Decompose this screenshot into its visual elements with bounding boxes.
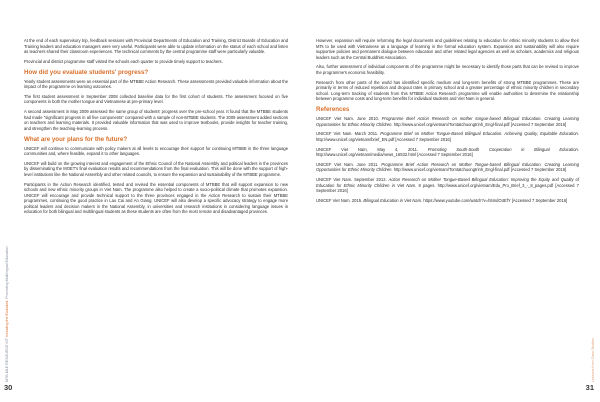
paragraph: Provincial and district programme staff visited the schools each quarter to provide timely support to teachers.: [24, 58, 223, 64]
paragraph: UNICEF will continue to communicate with policy makers at all levels to encourage their support for continuing MTBBE in the three language communities and, where feasible, expand it to other languages.: [24, 145, 288, 157]
reference-item: UNICEF Viet Nam, May 4, 2011. Promoting South-South Cooperation in Bilingual Education. http://www.unicef.org/vietnam/media/news_16532.html [Accessed 7 September 2016]: [316, 146, 579, 158]
running-head-right: Lessons from Case Studies: [591, 338, 595, 382]
right-page: [300, 0, 600, 402]
section-heading-evaluation: How did you evaluate students' progress?: [24, 68, 149, 76]
left-text-column: [24, 38, 288, 219]
page-number-right: 31: [585, 383, 594, 392]
paragraph: Also, further assessment of individual components of the programme might be necessary to identify those parts that can be revised to improve the programme's economic feasibility.: [316, 64, 579, 75]
page-number-left: 30: [4, 383, 13, 392]
running-head-subtitle: Promoting Multilingual Education: [5, 246, 9, 299]
paragraph: Participants in the Action Research identified, tested and revised the essential components of MTBBE that will support expansion to new schools and new ethnic minority groups in Viet Nam. The programme also helped to create a socio-political climate that promotes expansion. UNICEF will encourage and provide technical support to the three provinces engaged in the Action Research to sustain their MTBBE programmes, continuing the good practice in Lao Cai and An Giang. UNICEF will also develop a specific advocacy strategy to engage more political leaders and decision makers in the National Assembly, in universities and research institutions in considering language issues in education for both bilingual and multilingual students as these students are often from the most remote and disadvantaged provinces.: [24, 181, 288, 215]
paragraph: The first student assessment in September 2008 collected baseline data for the first cohort of students. The assessment focused on five components in both the mother tongue and Vietnamese at pre-primary level.: [24, 93, 288, 105]
running-head-title: Including the Excluded:: [5, 299, 9, 337]
reference-item: UNICEF Viet Nam. 2015. Bilingual Education in Viet Nam. https://www.youtube.com/watch?v=h5mdO4EfY [Accessed 7 September 2016]: [316, 197, 568, 203]
paragraph: However, expansion will require reforming the legal documents and guidelines relating to education for ethnic minority students to allow their MTs to be used with Vietnamese as a language of learning in the formal education system. Expansion and sustainability will also require supportive policies and permanent dialogue between education and other related legal agencies as well as scholars, academics and religious leaders such as the Central Buddhist Association.: [316, 38, 579, 60]
reference-item: UNICEF Viet Nam. June 2010. Programme Brief Action Research on mother tongue-based Bilingual Education. Creating Learning Opportunities for Ethnic Minority Children. http://www.unicef.org/vietnam/Tomtatchuongtrinh_Engl-final.pdf [Accessed 7 September 2016]: [316, 116, 579, 127]
paragraph: UNICEF will build on the growing interest and engagement of the Ethnic Council of the National Assembly and political leaders in the provinces by disseminating the MOET's final evaluation results and recommendations from the final evaluation. This will be done with the support of high-level institutions like the National Assembly and other related councils, to ensure the expansion and sustainability of the MTBBE programme.: [24, 160, 288, 177]
reference-item: UNICEF Viet Nam. September 2012. Action Research on Mother Tongue-Based Bilingual Education: Improving the Equity and Quality of Education for Ethnic Minority Children in Viet Nam. 8 pages. http://www.unicef.org/vietnam/Edu_Pro_Brief_3_-_8_pages.pdf [Accessed 7 September 2016]: [316, 177, 579, 194]
running-head-left: [5, 246, 9, 382]
reference-item: UNICEF Viet Nam. June 2011. Programme Brief Action Research on Mother Tongue-based Bilingual Education. Creating Learning Opportunities for Ethnic Minority Children. http://www.unicef.org/vietnam/Tomtatchuongtrinh_Engl-final.pdf [Accessed 7 September 2016]: [316, 161, 579, 173]
paragraph: Yearly student assessments were an essential part of the MTBBE Action Research. These assessments provided valuable information about the impact of the programme on learning outcomes.: [24, 78, 288, 90]
section-heading-future: What are your plans for the future?: [24, 135, 128, 143]
right-text-column: [316, 38, 579, 208]
paragraph: At the end of each supervisory trip, feedback sessions with Provincial Departments of Education and Training, District Boards of Education and Training leaders and education managers were very useful. Participants were able to update information on the status of each school and listen as teachers shared their classroom experiences. The technical comments by the central programme staff were particularly valuable.: [24, 38, 288, 55]
paragraph: Research from other parts of the world has identified specific medium and long-term benefits of strong MTBBE programmes. These are primarily in terms of reduced repetition and dropout rates in primary school and a greater percentage of ethnic minority children in secondary school. Long-term tracking of students from this MTBBE Action Research programme will enable authorities to determine the relationship between programme costs and long-term benefits for individual students and Viet Nam in general.: [316, 79, 579, 102]
references-heading: References: [316, 106, 350, 114]
paragraph: A second assessment in May 2009 assessed the same group of students' progress over the pre-school year. It found that the MTBBE students had made "significant progress in all five components" compared with a sample of non-MTBBE students. The 2009 assessment added sections on teachers and learning materials. It provided valuable information that was used to improve textbooks, provide insights for teacher training, and strengthen the teaching-learning process.: [24, 109, 288, 131]
running-head-kit: MTB-MLE RESOURCE KIT: [5, 337, 9, 382]
reference-item: UNICEF Viet Nam. March 2011. Programme Brief on Mother Tongue-Based Bilingual Education. Achieving Quality, Equitable Education. http://www.unicef.org/vietnam/brief_EN.pdf [Accessed 7 September 2016]: [316, 131, 579, 142]
